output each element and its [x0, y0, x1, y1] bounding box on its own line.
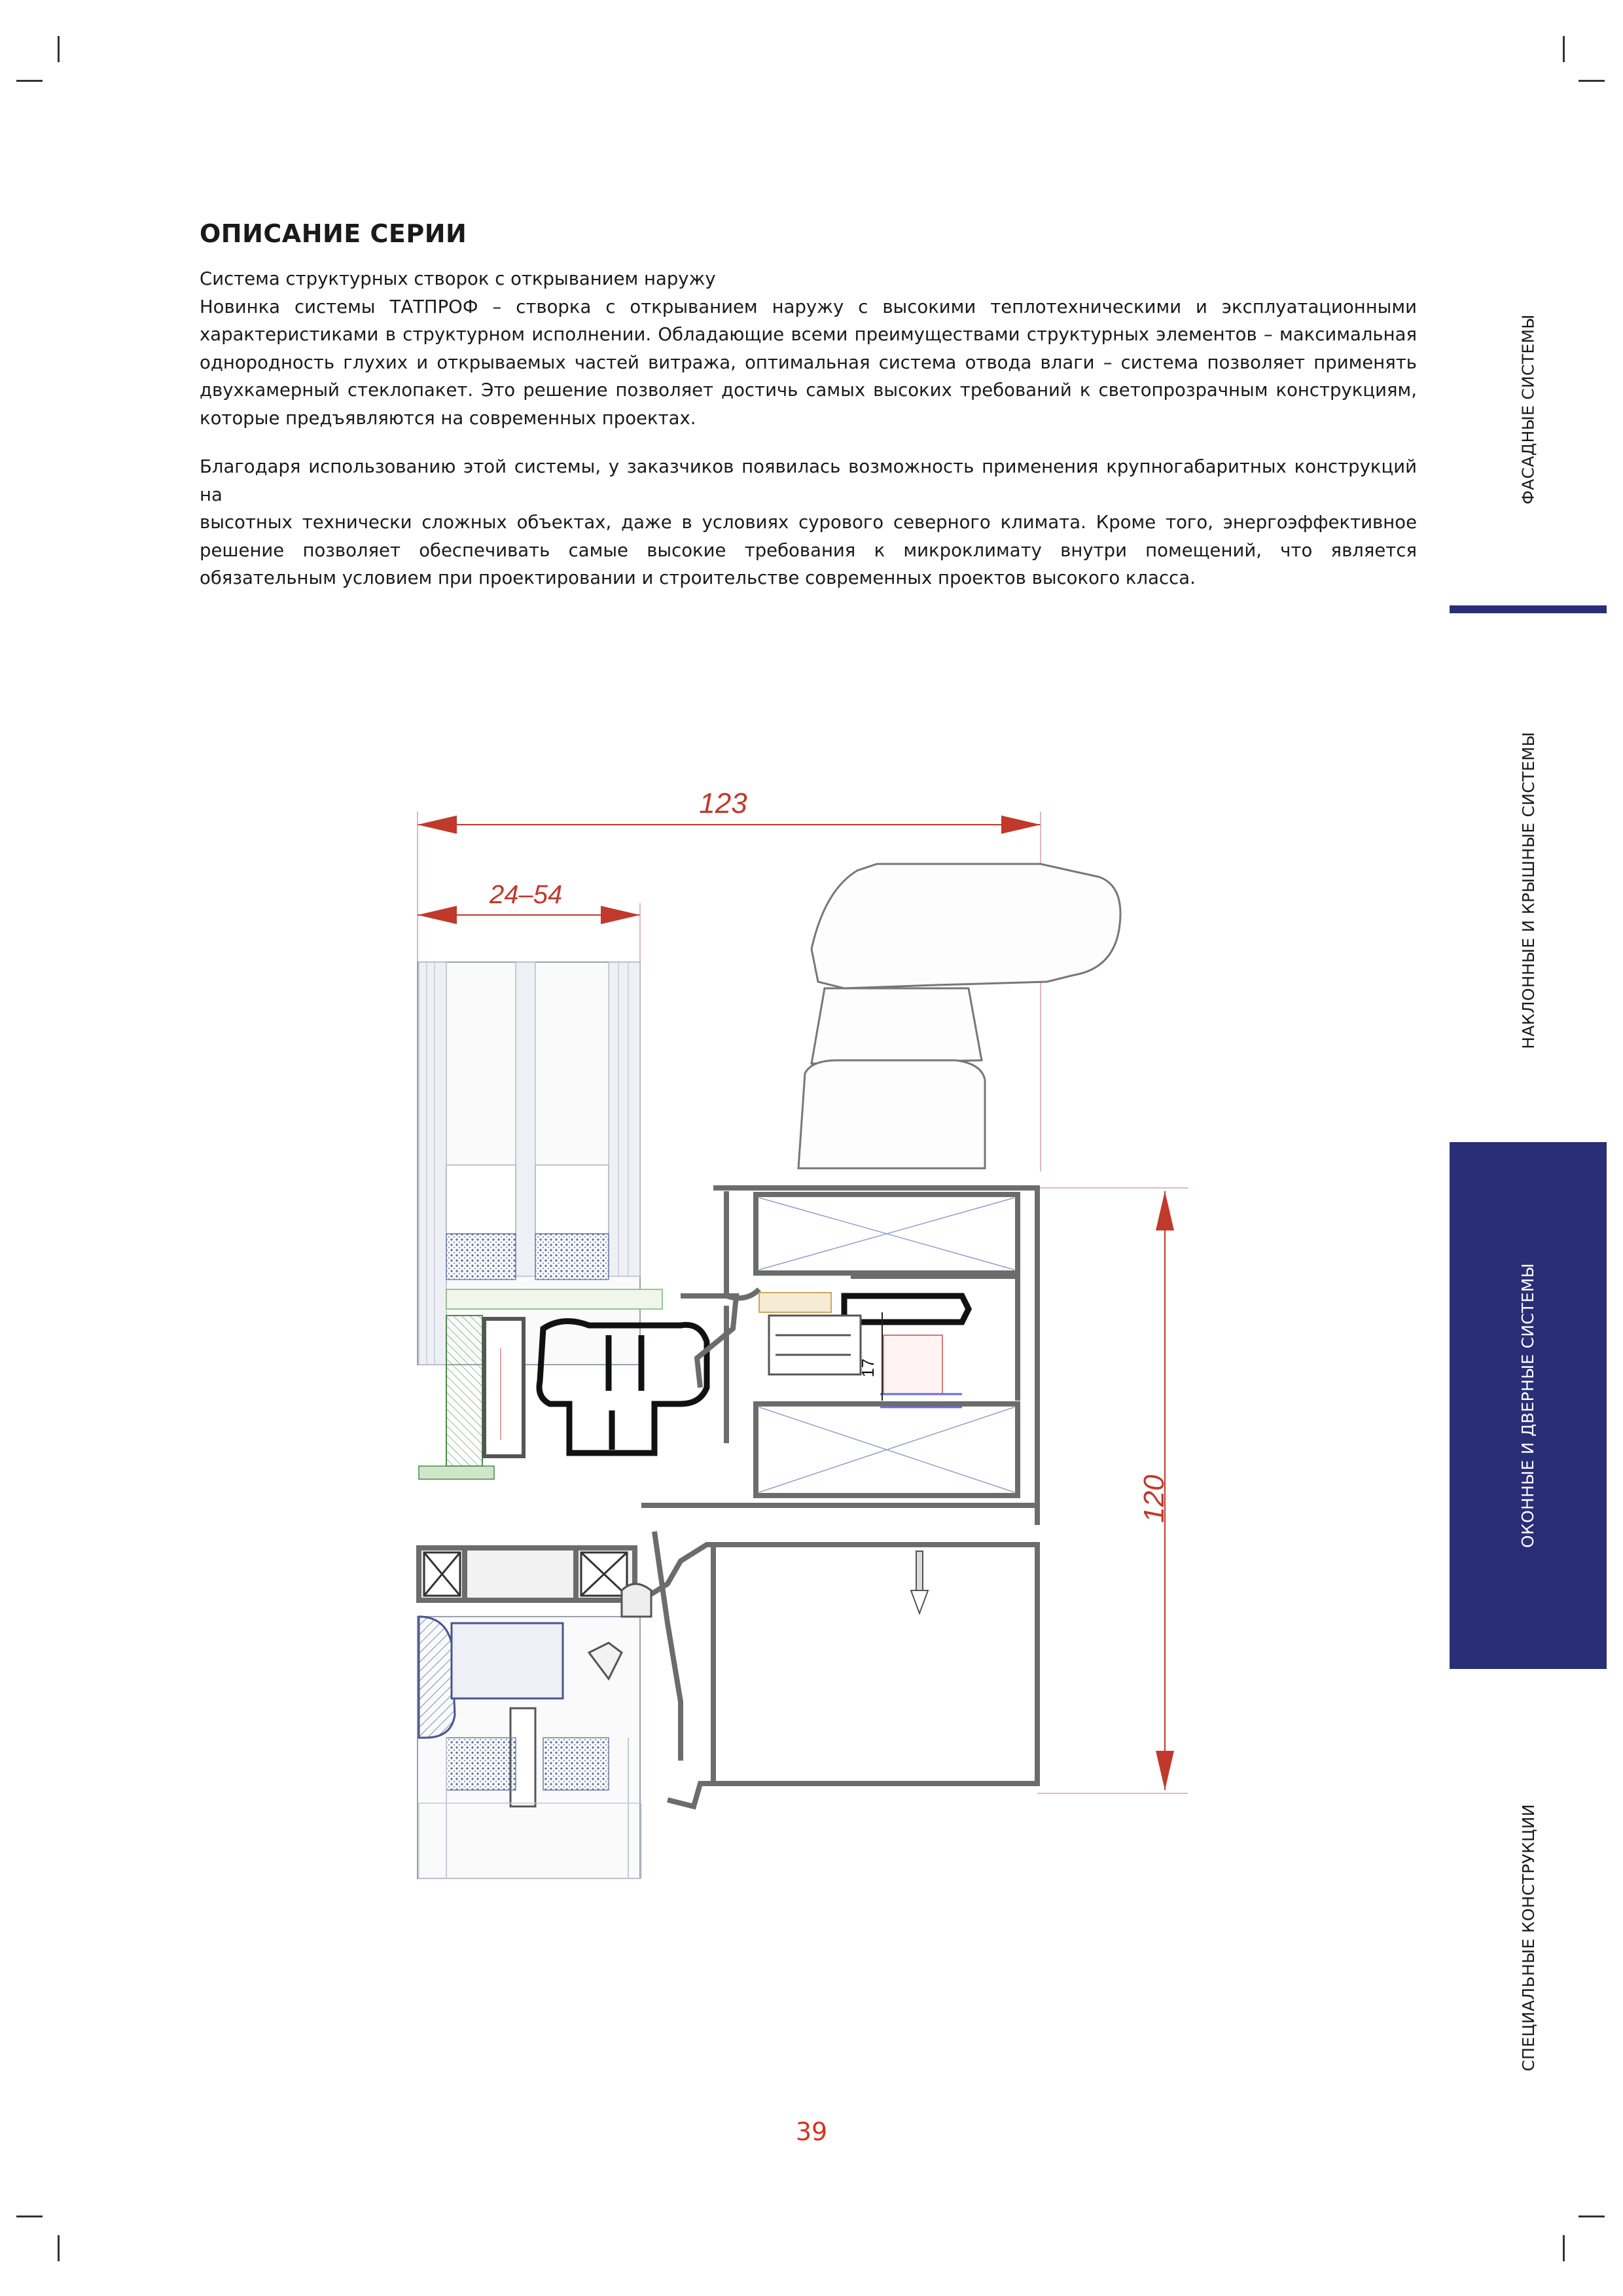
profile-section-drawing: [393, 772, 1243, 1924]
crop-mark: [1563, 2235, 1565, 2261]
fitting-channel: [759, 1293, 831, 1312]
dimension-label-24-54: 24–54: [490, 880, 563, 909]
handle: [798, 864, 1120, 1168]
text-line: Система структурных створок с открыванием наружу: [200, 268, 716, 289]
text-line: Благодаря использованию этой системы, у заказчиков появилась возможность применения крупногабаритных конструкций на: [200, 456, 1417, 505]
sidebar-label: СПЕЦИАЛЬНЫЕ КОНСТРУКЦИИ: [1518, 1803, 1538, 2072]
dimension-label-120: 120: [1138, 1475, 1170, 1523]
text-line: которые предъявляются на современных проектах.: [200, 407, 696, 429]
dimension-label-17: 17: [858, 1358, 878, 1378]
sidebar-label: ОКОННЫЕ И ДВЕРНЫЕ СИСТЕМЫ: [1518, 1263, 1538, 1549]
sidebar-section-special[interactable]: [1450, 1715, 1607, 2160]
text-line: Новинка системы ТАТПРОФ – створка с открыванием наружу с высокими теплотехническими и эксплуатационными: [200, 296, 1417, 317]
page-number: 39: [795, 2117, 828, 2146]
text-line: высотных технически сложных объектах, даже в условиях сурового северного климата. Кроме того, энергоэффективное: [200, 512, 1417, 533]
description-paragraph-1: [200, 265, 1417, 432]
description-paragraph-2: [200, 453, 1417, 592]
sidebar-section-sloped-roof[interactable]: [1450, 661, 1607, 1119]
text-line: характеристиками в структурном исполнении. Обладающие всеми преимуществами структурных элементов – максимальная: [200, 324, 1417, 345]
text-line: однородность глухих и открываемых частей витража, оптимальная система отвода влаги – система позволяет применять: [200, 351, 1417, 373]
section-heading: ОПИСАНИЕ СЕРИИ: [200, 219, 467, 248]
crop-mark: [1578, 2215, 1605, 2217]
sidebar-label: НАКЛОННЫЕ И КРЫШНЫЕ СИСТЕМЫ: [1518, 731, 1538, 1049]
sidebar-label: ФАСАДНЫЕ СИСТЕМЫ: [1518, 314, 1538, 505]
edge-seal: [446, 1316, 482, 1466]
crop-mark: [1578, 80, 1605, 82]
text-line: решение позволяет обеспечивать самые высокие требования к микроклимату внутри помещений, что является: [200, 539, 1417, 561]
sidebar-section-facade[interactable]: [1450, 216, 1607, 602]
crop-mark: [16, 2215, 43, 2217]
crop-mark: [16, 80, 43, 82]
crop-mark: [58, 2235, 60, 2261]
text-line: обязательным условием при проектировании и строительстве современных проектов высокого класса.: [200, 567, 1196, 588]
crop-mark: [58, 36, 60, 62]
structural-seal: [446, 1289, 662, 1309]
sidebar-divider-bar: [1450, 605, 1607, 613]
sidebar-section-window-door[interactable]: [1450, 1142, 1607, 1669]
dimension-label-123: 123: [699, 787, 747, 819]
crop-mark: [1563, 36, 1565, 62]
text-line: двухкамерный стеклопакет. Это решение позволяет достичь самых высоких требований к светопрозрачным конструкциям,: [200, 380, 1417, 401]
